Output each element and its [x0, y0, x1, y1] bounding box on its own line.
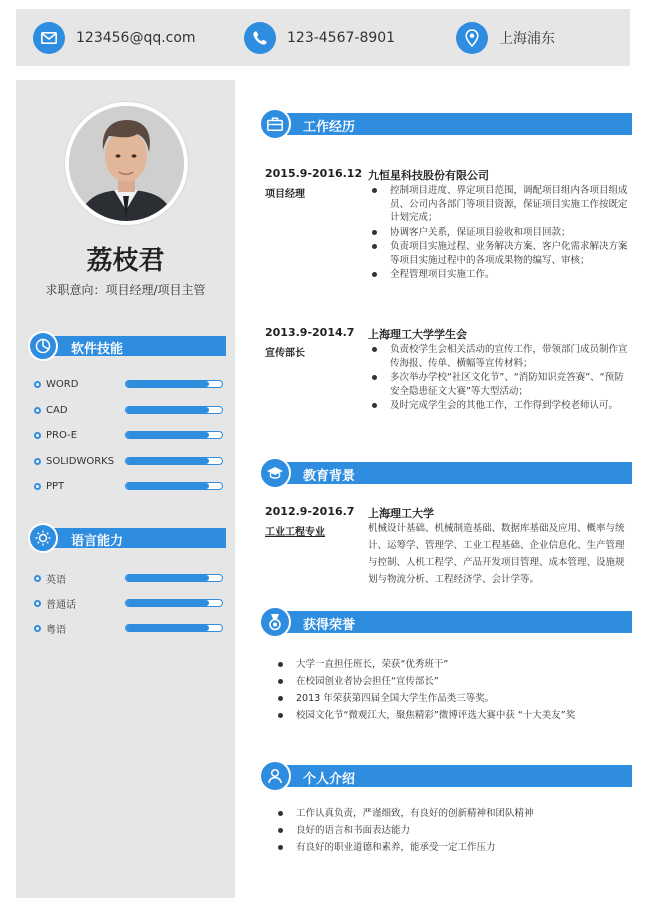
skill-row [34, 571, 224, 585]
medal-icon [259, 606, 291, 638]
job-objective: 求职意向：项目经理/项目主管 [45, 283, 206, 297]
skill-bar [125, 380, 223, 388]
work-role: 宣传部长 [265, 348, 305, 359]
email-text: 123456@qq.com [76, 30, 196, 46]
skill-name: WORD [46, 378, 79, 390]
work-experience-header [259, 110, 632, 138]
skill-name: 普通话 [46, 599, 76, 611]
candidate-name: 荔枝君 [86, 246, 165, 276]
user-icon [259, 760, 291, 792]
phone-text: 123-4567-8901 [287, 30, 396, 46]
sidebar [16, 80, 235, 898]
list-item: 负责项目实施过程、业务解决方案、客户化需求解决方案等项目实施过程中的各项成果物的编写、审核； [372, 240, 628, 267]
location-pin-icon [456, 22, 488, 54]
work-duties [372, 184, 628, 283]
list-item: 有良好的职业道德和素养，能承受一定工作压力 [278, 839, 628, 856]
phone-icon [244, 22, 276, 54]
list-item: 2013 年荣获第四届全国大学生作品类三等奖。 [278, 690, 628, 707]
list-item: 多次举办学校“社区文化节”、“消防知识竞答赛”、“预防安全隐患征文大赛”等大型活动； [372, 371, 628, 398]
contact-bar [16, 9, 630, 66]
skill-name: SOLIDWORKS [46, 455, 115, 467]
skill-name: CAD [46, 404, 68, 416]
section-title: 语言能力 [71, 534, 124, 549]
work-duties [372, 343, 628, 414]
skill-bar [125, 431, 223, 439]
section-title: 软件技能 [71, 342, 124, 357]
skill-row [34, 428, 224, 442]
list-item: 校园文化节“微观江大，聚焦精彩”微博评选大赛中获 “十大美友”奖 [278, 707, 628, 724]
skill-row [34, 479, 224, 493]
sun-icon [28, 523, 58, 553]
skill-bar [125, 482, 223, 490]
honors-list [278, 656, 628, 724]
section-title: 教育背景 [303, 469, 356, 484]
section-title: 获得荣誉 [303, 618, 356, 633]
list-item: 良好的语言和书面表达能力 [278, 822, 628, 839]
list-item: 在校园创业者协会担任“宣传部长” [278, 673, 628, 690]
language-skills-header [28, 525, 226, 551]
skill-name: PRO-E [46, 429, 78, 441]
skill-row [34, 621, 224, 635]
skill-row [34, 377, 224, 391]
education-major: 工业工程专业 [265, 527, 325, 538]
avatar [65, 102, 188, 225]
work-role: 项目经理 [265, 189, 305, 200]
education-school: 上海理工大学 [368, 507, 434, 520]
software-skills-header [28, 333, 226, 359]
list-item: 协调客户关系，保证项目验收和项目回款； [372, 226, 628, 240]
skill-row [34, 454, 224, 468]
list-item: 控制项目进度、界定项目范围，调配项目组内各项目组成员、公司内各部门等项目资源，保证项目实施工作按既定计划完成； [372, 184, 628, 225]
list-item: 工作认真负责，严谨细致，有良好的创新精神和团队精神 [278, 805, 628, 822]
graduation-cap-icon [259, 457, 291, 489]
skill-name: 英语 [46, 574, 66, 586]
work-period: 2015.9-2016.12 [265, 167, 363, 180]
location-text: 上海浦东 [499, 31, 555, 47]
skill-name: PPT [46, 480, 65, 492]
list-item: 负责校学生会相关活动的宣传工作，带领部门成员制作宣传海报、传单、横幅等宣传材料； [372, 343, 628, 370]
contact-location [456, 21, 555, 55]
contact-email [33, 21, 196, 55]
avatar-photo [69, 106, 184, 221]
education-courses: 机械设计基础、机械制造基础、数据库基础及应用、概率与统计、运筹学、管理学、工业工程基础、企业信息化、生产管理与控制、人机工程学、产品开发项目管理、成本管理、设施规划与物流分析、工程经济学、会计学等。 [368, 523, 625, 585]
pie-chart-icon [28, 331, 58, 361]
skill-bar [125, 599, 223, 607]
personal-intro-header [259, 762, 632, 790]
work-org: 九恒星科技股份有限公司 [368, 169, 489, 182]
education-header [259, 459, 632, 487]
skill-bar [125, 624, 223, 632]
intro-list [278, 805, 628, 856]
list-item: 大学一直担任班长，荣获“优秀班干” [278, 656, 628, 673]
skill-row [34, 403, 224, 417]
education-period: 2012.9-2016.7 [265, 505, 355, 518]
honors-header [259, 608, 632, 636]
skill-name: 粤语 [46, 624, 66, 636]
mail-icon [33, 22, 65, 54]
skill-bar [125, 574, 223, 582]
skill-row [34, 596, 224, 610]
skill-bar [125, 457, 223, 465]
contact-phone [244, 21, 395, 55]
section-title: 工作经历 [303, 120, 356, 135]
briefcase-icon [259, 108, 291, 140]
section-title: 个人介绍 [303, 772, 356, 787]
skill-bar [125, 406, 223, 414]
work-period: 2013.9-2014.7 [265, 326, 355, 339]
list-item: 及时完成学生会的其他工作，工作得到学校老师认可。 [372, 399, 628, 413]
work-org: 上海理工大学学生会 [368, 328, 467, 341]
list-item: 全程管理项目实施工作。 [372, 268, 628, 282]
